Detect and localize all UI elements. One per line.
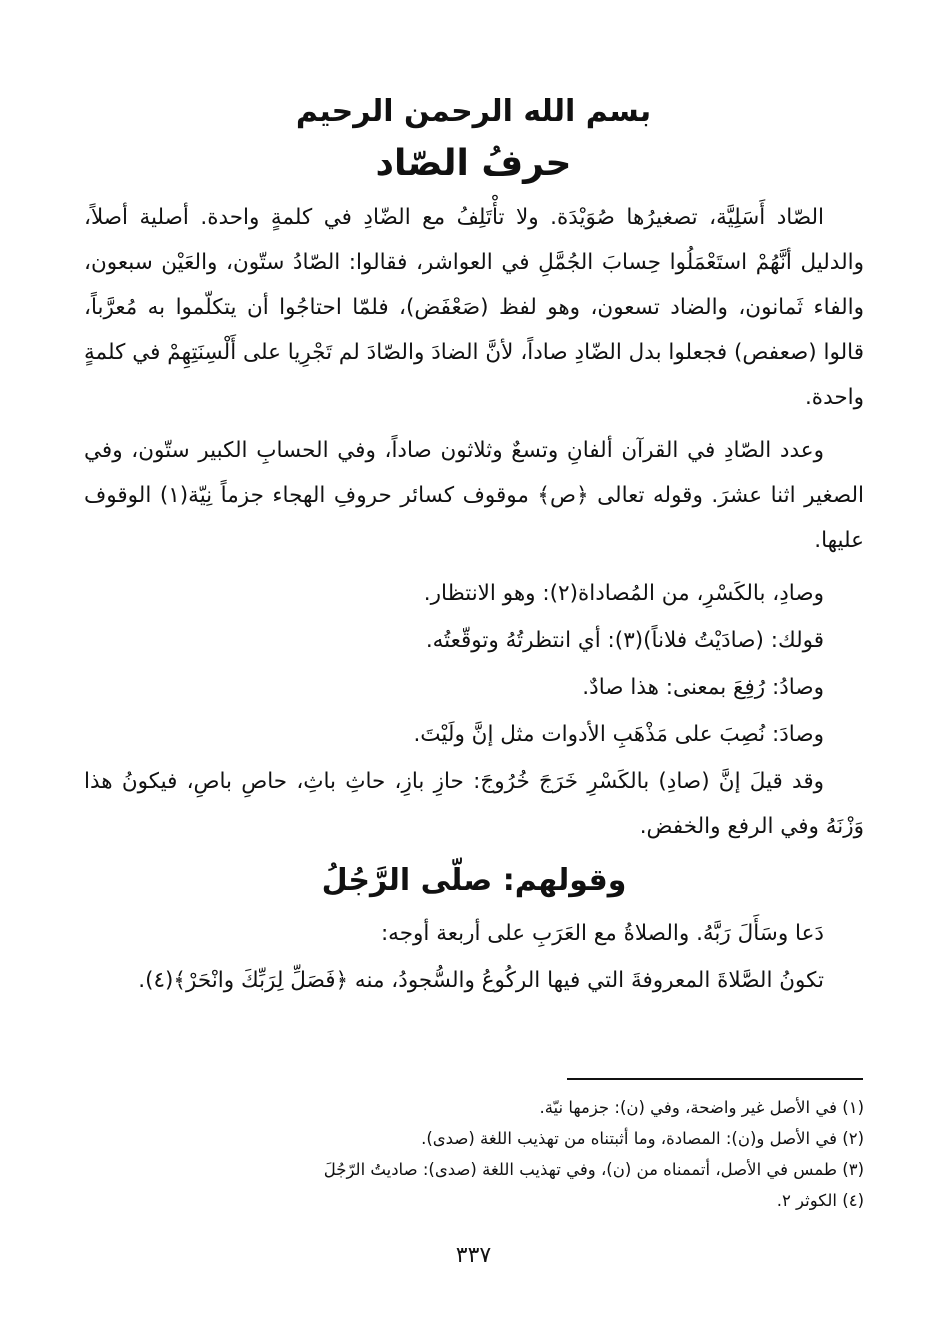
footnotes xyxy=(84,1092,864,1216)
footnote-3: (٣) طمس في الأصل، أتممناه من (ن)، وفي تهذيب اللغة (صدى): صاديتُ الرّجُلَ xyxy=(323,1160,864,1179)
paragraph-sad-kasr: وصادِ، بالكَسْرِ، من المُصاداة(٢): وهو الانتظار. xyxy=(423,581,824,606)
footnote-1: (١) في الأصل غير واضحة، وفي (ن): جزمها نيّة. xyxy=(539,1098,864,1117)
page-number: ٣٣٧ xyxy=(455,1243,492,1268)
chapter-title: حرفُ الصّاد xyxy=(375,143,572,184)
footnote-2: (٢) في الأصل و(ن): المصادة، وما أثبتناه من تهذيب اللغة (صدى). xyxy=(421,1129,864,1148)
paragraph-salla-meaning: دَعا وسَأَلَ رَبَّهُ. والصلاةُ مع العَرَبِ على أربعة أوجه: xyxy=(380,921,824,946)
paragraph-sad-nasb: وصادَ: نُصِبَ على مَذْهَبِ الأدوات مثل إنَّ ولَيْتَ. xyxy=(413,722,824,747)
paragraph-sad-raf: وصادُ: رُفِعَ بمعنى: هذا صادٌ. xyxy=(582,675,824,700)
paragraph-sad-definition: الصّاد أَسَلِيَّة، تصغيرُها صُوَيْدَة. ولا تأْتَلِفُ مع الضّادِ في كلمةٍ واحدة. أصلية أصلاً، والدليل أنَّهُمْ استَعْمَلُوا حِسابَ الجُمَّلِ في العواشر، فقالوا: الصّادُ ستّون، والعَيْن سبعون، والفاء ثَمانون، والضاد تسعون، وهو لفظ (صَعْفَض)، فلمّا احتاجُوا أن يتكلّموا به مُعرَّباً، قالوا (صعفص) فجعلوا بدل الضّادِ صاداً، لأنَّ الضادَ والصّادَ لم تَجْرِيا على أَلْسِنَتِهِمْ في كلمةٍ واحدة. xyxy=(84,205,864,410)
paragraph-salat-types: تكونُ الصَّلاةَ المعروفةَ التي فيها الركُوعُ والسُّجودُ، منه ﴿فَصَلِّ لِرَبِّكَ وانْحَرْ﴾(٤). xyxy=(138,968,824,993)
main-text xyxy=(84,195,864,1011)
paragraph-sad-count: وعدد الصّادِ في القرآن ألفانِ وتسعٌ وثلاثون صاداً، وفي الحسابِ الكبير ستّون، وفي الصغير اثنا عشرَ. وقوله تعالى ﴿ص﴾ موقوف كسائر حروفِ الهجاء جزماً نِيّة(١) الوقوف عليها. xyxy=(84,438,864,553)
basmala-heading: بسم الله الرحمن الرحيم xyxy=(295,94,652,129)
section-subheading: وقولهم: صلّى الرَّجُلُ xyxy=(321,863,627,898)
footnote-divider xyxy=(567,1078,863,1080)
footnote-4: (٤) الكوثر ٢. xyxy=(776,1191,864,1210)
paragraph-sad-khuruj: وقد قيلَ إنَّ (صادِ) بالكَسْرِ خَرَجَ خُرُوجَ: حازِ بازِ، حاثِ باثِ، حاصِ باصِ، فيكونُ هذا وَزْنَهُ وفي الرفع والخفض. xyxy=(84,769,864,839)
paragraph-sadaytu: قولك: (صادَيْتُ فلاناً)(٣): أي انتظرتُهُ وتوقّعتُه. xyxy=(425,628,824,653)
